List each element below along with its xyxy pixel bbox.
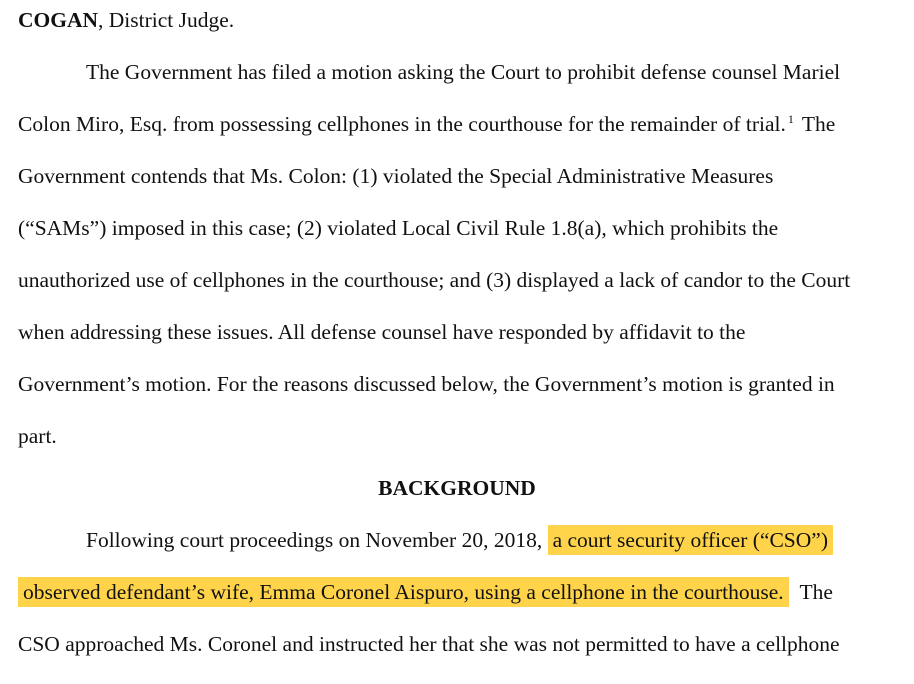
background-line-2 bbox=[18, 578, 833, 606]
background-line-1-text: Following court proceedings on November 20, 2018, bbox=[86, 528, 548, 552]
paragraph1-line-6: when addressing these issues. All defense counsel have responded by affidavit to the bbox=[18, 320, 746, 344]
background-line-2-tail: The bbox=[799, 580, 833, 604]
background-heading: BACKGROUND bbox=[378, 476, 536, 500]
background-line-1 bbox=[86, 526, 833, 554]
paragraph1-line-1: The Government has filed a motion asking the Court to prohibit defense counsel Mariel bbox=[86, 60, 841, 84]
paragraph1-line-2 bbox=[18, 110, 835, 138]
highlighted-text-2: observed defendant’s wife, Emma Coronel Aispuro, using a cellphone in the courthouse. bbox=[18, 577, 789, 607]
judge-name: COGAN bbox=[18, 8, 99, 32]
paragraph1-line-7: Government’s motion. For the reasons discussed below, the Government’s motion is granted in bbox=[18, 372, 835, 396]
paragraph1-line-5: unauthorized use of cellphones in the courthouse; and (3) displayed a lack of candor to the Court bbox=[18, 268, 851, 292]
judge-title: , District Judge. bbox=[98, 8, 235, 32]
judge-line bbox=[18, 6, 234, 34]
background-line-3: CSO approached Ms. Coronel and instructed her that she was not permitted to have a cellphone bbox=[18, 632, 840, 656]
paragraph1-line-2-text: Colon Miro, Esq. from possessing cellphones in the courthouse for the remainder of trial. bbox=[18, 112, 786, 136]
paragraph1-line-8: part. bbox=[18, 424, 57, 448]
paragraph1-line-3: Government contends that Ms. Colon: (1) violated the Special Administrative Measures bbox=[18, 164, 774, 188]
footnote-reference[interactable]: 1 bbox=[787, 111, 794, 126]
paragraph1-line-2-tail: The bbox=[801, 112, 836, 136]
highlighted-text-1: a court security officer (“CSO”) bbox=[548, 525, 833, 555]
paragraph1-line-4: (“SAMs”) imposed in this case; (2) violated Local Civil Rule 1.8(a), which prohibits the bbox=[18, 216, 779, 240]
